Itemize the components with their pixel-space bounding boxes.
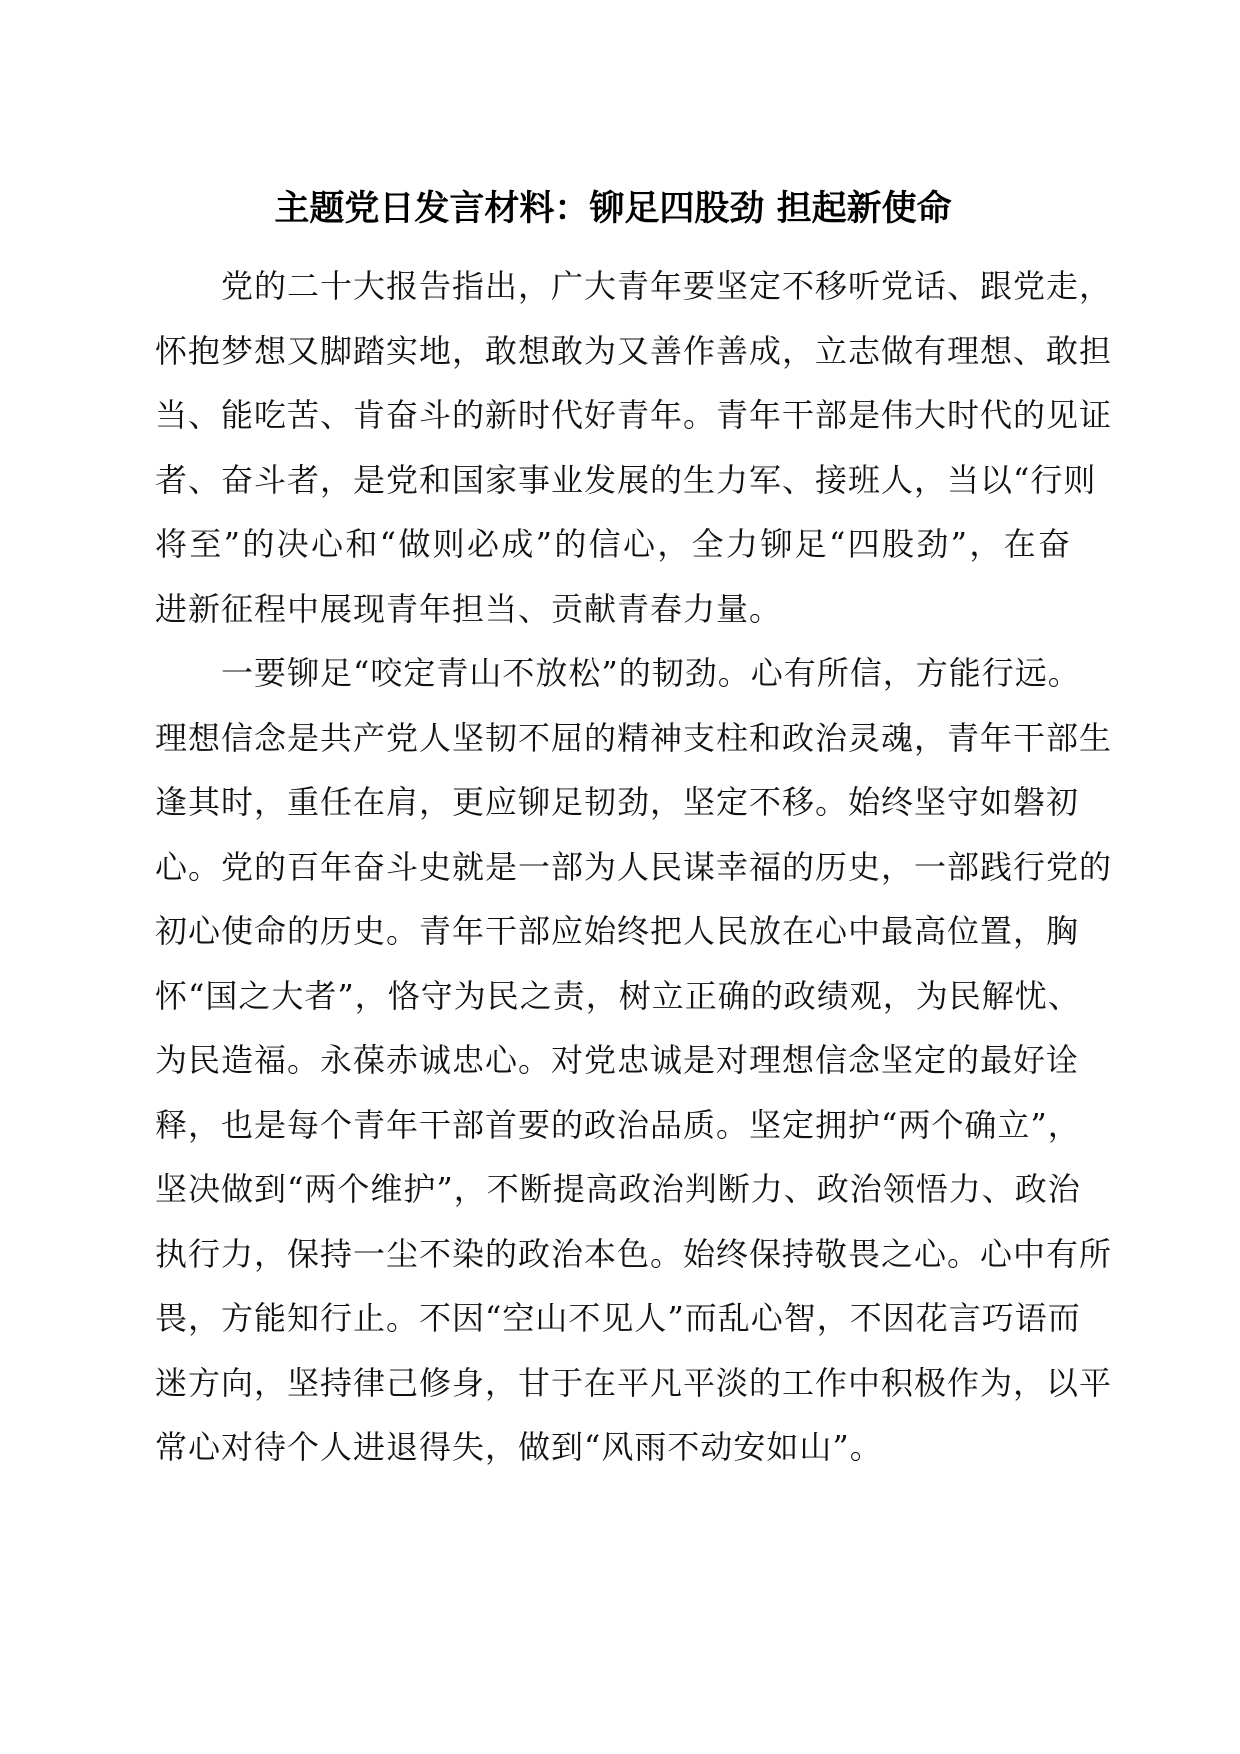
text-line: 释，也是每个青年干部首要的政治品质。坚定拥护“两个确立”， xyxy=(155,1105,1081,1144)
document-body xyxy=(155,254,1113,1480)
text-line: 当、能吃苦、肯奋斗的新时代好青年。青年干部是伟大时代的见证 xyxy=(155,396,1113,434)
paragraph xyxy=(155,641,1113,1480)
text-line: 为民造福。永葆赤诚忠心。对党忠诚是对理想信念坚定的最好诠 xyxy=(155,1041,1080,1079)
text-line: 逢其时，重任在肩，更应铆足韧劲，坚定不移。始终坚守如磐初 xyxy=(155,783,1080,821)
text-line: 者、奋斗者，是党和国家事业发展的生力军、接班人，当以“行则 xyxy=(155,460,1097,499)
text-line: 畏，方能知行止。不因“空山不见人”而乱心智，不因花言巧语而 xyxy=(155,1299,1081,1337)
text-line: 一要铆足“咬定青山不放松”的韧劲。心有所信，方能行远。 xyxy=(221,654,1081,692)
text-line: 党的二十大报告指出，广大青年要坚定不移听党话、跟党走， xyxy=(221,267,1113,305)
text-line: 常心对待个人进退得失，做到“风雨不动安如山”。 xyxy=(155,1428,883,1466)
text-line: 执行力，保持一尘不染的政治本色。始终保持敬畏之心。心中有所 xyxy=(155,1234,1113,1273)
text-line: 理想信念是共产党人坚韧不屈的精神支柱和政治灵魂，青年干部生 xyxy=(155,718,1113,757)
text-line: 迷方向，坚持律己修身，甘于在平凡平淡的工作中积极作为，以平 xyxy=(155,1363,1113,1402)
text-line: 坚决做到“两个维护”，不断提高政治判断力、政治领悟力、政治 xyxy=(155,1170,1081,1208)
text-line: 怀抱梦想又脚踏实地，敢想敢为又善作善成，立志做有理想、敢担 xyxy=(155,331,1113,370)
paragraph xyxy=(155,254,1113,641)
text-line: 心。党的百年奋斗史就是一部为人民谋幸福的历史，一部践行党的 xyxy=(155,847,1113,886)
text-line: 怀“国之大者”，恪守为民之责，树立正确的政绩观，为民解忧、 xyxy=(155,976,1081,1015)
text-line: 进新征程中展现青年担当、贡献青春力量。 xyxy=(155,589,783,628)
text-line: 将至”的决心和“做则必成”的信心，全力铆足“四股劲”，在奋 xyxy=(155,525,1071,563)
text-line: 初心使命的历史。青年干部应始终把人民放在心中最高位置，胸 xyxy=(155,912,1080,950)
document-title: 主题党日发言材料：铆足四股劲 担起新使命 xyxy=(274,188,952,229)
